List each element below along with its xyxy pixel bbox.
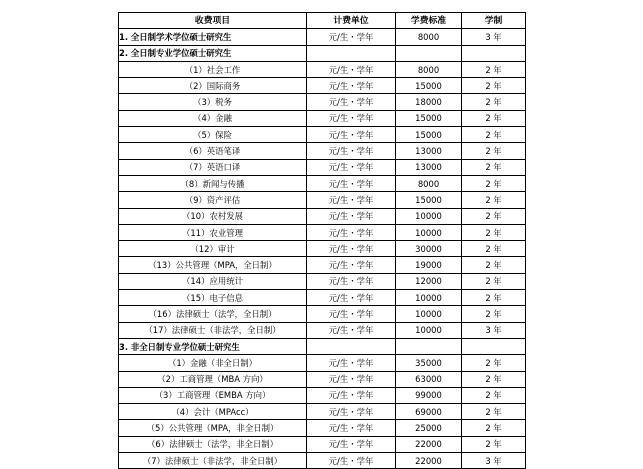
years-cell: 2 年 — [462, 159, 526, 175]
unit-cell: 元/生・学年 — [307, 29, 396, 45]
table-row — [119, 453, 526, 469]
unit-cell: 元/生・学年 — [307, 371, 396, 387]
table-row — [119, 420, 526, 436]
unit-cell: 元/生・学年 — [307, 224, 396, 240]
unit-cell: 元/生・学年 — [307, 241, 396, 257]
fee-cell: 22000 — [396, 453, 462, 469]
table-row — [119, 143, 526, 159]
table-row — [119, 306, 526, 322]
section-row — [119, 338, 526, 354]
years-cell: 2 年 — [462, 404, 526, 420]
years-cell: 2 年 — [462, 290, 526, 306]
header-fee: 学费标准 — [396, 13, 462, 29]
years-cell: 2 年 — [462, 355, 526, 371]
tuition-fee-table — [118, 12, 526, 469]
item-cell: （5）保险 — [119, 127, 307, 143]
item-cell: （2）国际商务 — [119, 78, 307, 94]
fee-cell: 8000 — [396, 175, 462, 191]
table-header-row — [119, 13, 526, 29]
fee-cell: 13000 — [396, 143, 462, 159]
years-cell: 2 年 — [462, 257, 526, 273]
years-cell: 2 年 — [462, 371, 526, 387]
table-row — [119, 273, 526, 289]
table-row — [119, 387, 526, 403]
unit-cell: 元/生・学年 — [307, 110, 396, 126]
fee-cell — [396, 45, 462, 61]
unit-cell: 元/生・学年 — [307, 290, 396, 306]
item-cell: （12）审计 — [119, 241, 307, 257]
table-row — [119, 322, 526, 338]
section-row — [119, 29, 526, 45]
fee-cell: 35000 — [396, 355, 462, 371]
fee-cell: 15000 — [396, 127, 462, 143]
years-cell: 2 年 — [462, 306, 526, 322]
years-cell: 2 年 — [462, 273, 526, 289]
fee-cell: 10000 — [396, 290, 462, 306]
item-cell: （4）金融 — [119, 110, 307, 126]
years-cell: 2 年 — [462, 127, 526, 143]
item-cell: 2. 全日制专业学位硕士研究生 — [119, 45, 307, 61]
item-cell: （3）工商管理（EMBA 方向） — [119, 387, 307, 403]
years-cell — [462, 338, 526, 354]
unit-cell: 元/生・学年 — [307, 420, 396, 436]
item-cell: （17）法律硕士（非法学，全日制） — [119, 322, 307, 338]
table-body — [119, 29, 526, 469]
fee-cell: 15000 — [396, 78, 462, 94]
unit-cell: 元/生・学年 — [307, 175, 396, 191]
unit-cell: 元/生・学年 — [307, 322, 396, 338]
unit-cell: 元/生・学年 — [307, 306, 396, 322]
table-row — [119, 61, 526, 77]
years-cell: 2 年 — [462, 61, 526, 77]
years-cell: 2 年 — [462, 94, 526, 110]
fee-cell: 18000 — [396, 94, 462, 110]
table-row — [119, 192, 526, 208]
unit-cell: 元/生・学年 — [307, 404, 396, 420]
item-cell: （10）农村发展 — [119, 208, 307, 224]
item-cell: （13）公共管理（MPA，全日制） — [119, 257, 307, 273]
fee-cell: 69000 — [396, 404, 462, 420]
item-cell: （3）税务 — [119, 94, 307, 110]
unit-cell — [307, 45, 396, 61]
years-cell: 2 年 — [462, 175, 526, 191]
table-row — [119, 436, 526, 452]
item-cell: （9）资产评估 — [119, 192, 307, 208]
unit-cell: 元/生・学年 — [307, 94, 396, 110]
fee-cell: 25000 — [396, 420, 462, 436]
item-cell: （8）新闻与传播 — [119, 175, 307, 191]
table-row — [119, 241, 526, 257]
table-row — [119, 224, 526, 240]
fee-cell: 12000 — [396, 273, 462, 289]
years-cell: 2 年 — [462, 110, 526, 126]
fee-cell: 30000 — [396, 241, 462, 257]
years-cell: 2 年 — [462, 143, 526, 159]
unit-cell: 元/生・学年 — [307, 453, 396, 469]
unit-cell: 元/生・学年 — [307, 387, 396, 403]
fee-cell: 15000 — [396, 110, 462, 126]
unit-cell: 元/生・学年 — [307, 273, 396, 289]
table-row — [119, 290, 526, 306]
header-item: 收费项目 — [119, 13, 307, 29]
item-cell: （2）工商管理（MBA 方向） — [119, 371, 307, 387]
item-cell: （1）金融（非全日制） — [119, 355, 307, 371]
table-row — [119, 371, 526, 387]
fee-cell: 10000 — [396, 306, 462, 322]
unit-cell: 元/生・学年 — [307, 143, 396, 159]
years-cell: 2 年 — [462, 420, 526, 436]
table-row — [119, 355, 526, 371]
table-row — [119, 94, 526, 110]
table-row — [119, 208, 526, 224]
unit-cell: 元/生・学年 — [307, 78, 396, 94]
fee-cell: 22000 — [396, 436, 462, 452]
item-cell: （5）公共管理（MPA，非全日制） — [119, 420, 307, 436]
item-cell: （11）农业管理 — [119, 224, 307, 240]
years-cell: 3 年 — [462, 29, 526, 45]
fee-cell: 99000 — [396, 387, 462, 403]
table-row — [119, 127, 526, 143]
unit-cell: 元/生・学年 — [307, 436, 396, 452]
fee-cell: 19000 — [396, 257, 462, 273]
years-cell: 2 年 — [462, 241, 526, 257]
item-cell: （4）会计（MPAcc） — [119, 404, 307, 420]
years-cell: 3 年 — [462, 453, 526, 469]
section-row — [119, 45, 526, 61]
years-cell — [462, 45, 526, 61]
fee-cell: 63000 — [396, 371, 462, 387]
fee-cell: 15000 — [396, 192, 462, 208]
fee-cell: 8000 — [396, 29, 462, 45]
unit-cell — [307, 338, 396, 354]
years-cell: 2 年 — [462, 208, 526, 224]
item-cell: （16）法律硕士（法学，全日制） — [119, 306, 307, 322]
item-cell: （6）英语笔译 — [119, 143, 307, 159]
fee-cell: 13000 — [396, 159, 462, 175]
unit-cell: 元/生・学年 — [307, 257, 396, 273]
header-years: 学制 — [462, 13, 526, 29]
fee-cell: 10000 — [396, 224, 462, 240]
table-row — [119, 257, 526, 273]
item-cell: （14）应用统计 — [119, 273, 307, 289]
item-cell: （7）英语口译 — [119, 159, 307, 175]
fee-cell: 10000 — [396, 322, 462, 338]
unit-cell: 元/生・学年 — [307, 127, 396, 143]
fee-cell: 8000 — [396, 61, 462, 77]
item-cell: 1. 全日制学术学位硕士研究生 — [119, 29, 307, 45]
item-cell: （6）法律硕士（法学，非全日制） — [119, 436, 307, 452]
item-cell: （1）社会工作 — [119, 61, 307, 77]
years-cell: 2 年 — [462, 224, 526, 240]
header-unit: 计费单位 — [307, 13, 396, 29]
item-cell: （15）电子信息 — [119, 290, 307, 306]
years-cell: 2 年 — [462, 78, 526, 94]
years-cell: 2 年 — [462, 192, 526, 208]
table-row — [119, 110, 526, 126]
unit-cell: 元/生・学年 — [307, 192, 396, 208]
table-row — [119, 404, 526, 420]
unit-cell: 元/生・学年 — [307, 208, 396, 224]
table-row — [119, 78, 526, 94]
years-cell: 2 年 — [462, 436, 526, 452]
table-row — [119, 159, 526, 175]
item-cell: （7）法律硕士（非法学，非全日制） — [119, 453, 307, 469]
item-cell: 3. 非全日制专业学位硕士研究生 — [119, 338, 307, 354]
unit-cell: 元/生・学年 — [307, 159, 396, 175]
unit-cell: 元/生・学年 — [307, 355, 396, 371]
unit-cell: 元/生・学年 — [307, 61, 396, 77]
years-cell: 2 年 — [462, 387, 526, 403]
table-row — [119, 175, 526, 191]
fee-cell: 10000 — [396, 208, 462, 224]
fee-cell — [396, 338, 462, 354]
years-cell: 3 年 — [462, 322, 526, 338]
